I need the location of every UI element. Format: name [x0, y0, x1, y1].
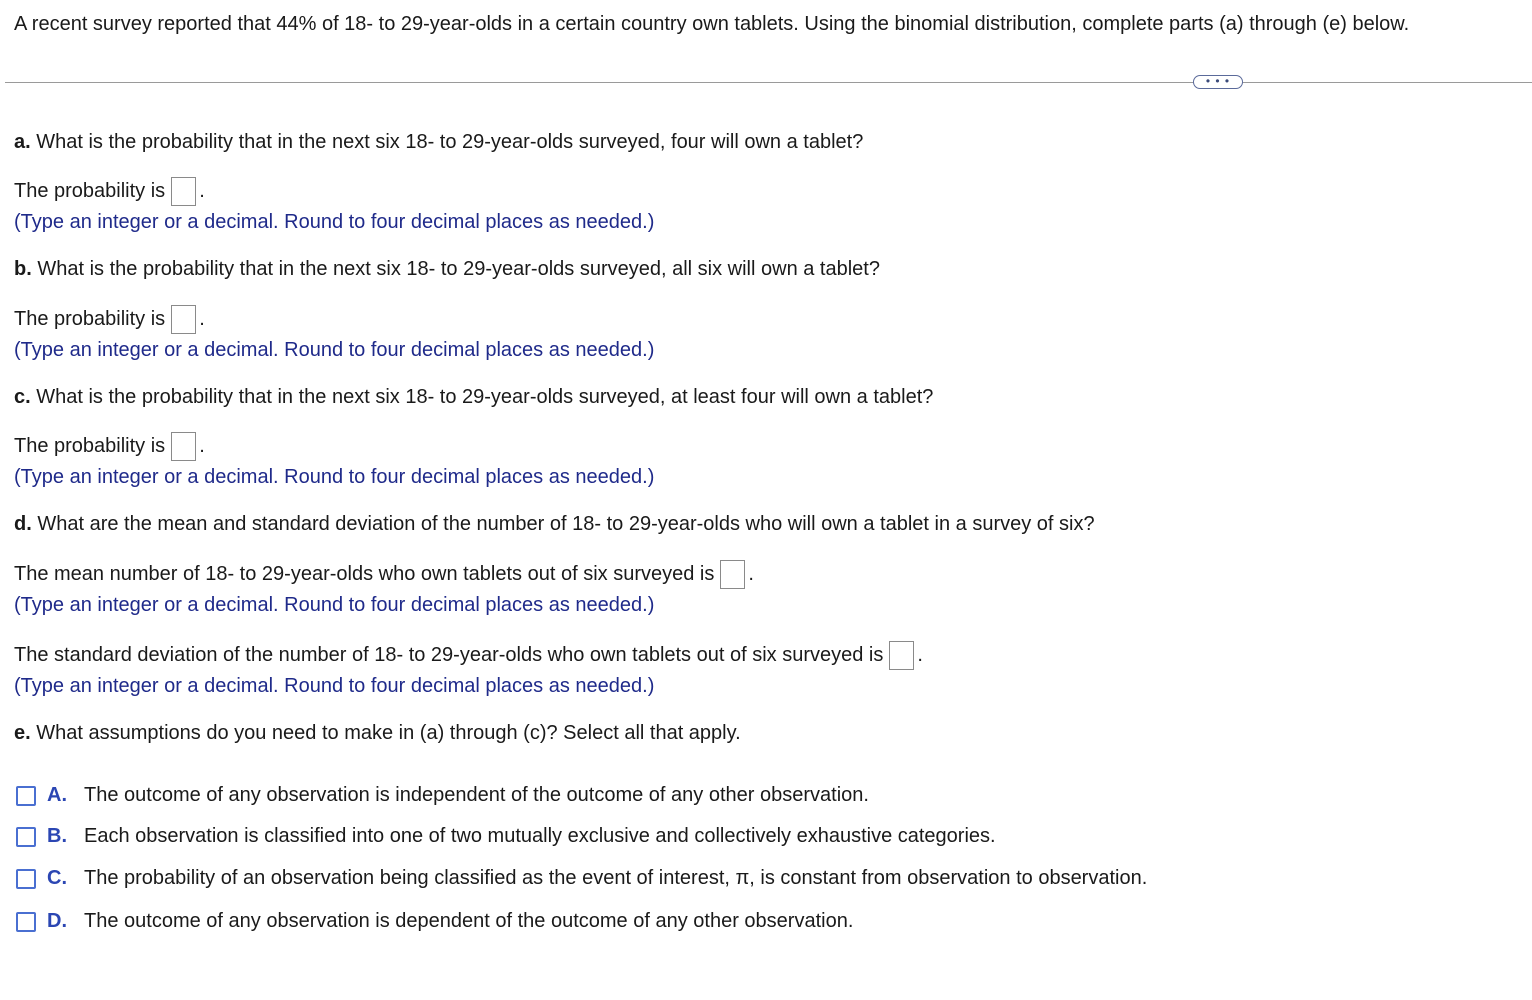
checkbox-a[interactable] — [16, 786, 36, 806]
answer-prompt: The mean number of 18- to 29-year-olds who own tablets out of six surveyed is — [14, 563, 715, 585]
question-text: What is the probability that in the next six 18- to 29-year-olds surveyed, all six will own a tablet? — [37, 258, 880, 280]
option-letter: C. — [47, 867, 67, 889]
hint-b: (Type an integer or a decimal. Round to four decimal places as needed.) — [14, 339, 655, 361]
question-text: What is the probability that in the next six 18- to 29-year-olds surveyed, at least four will own a tablet? — [36, 386, 934, 408]
answer-input-a[interactable] — [171, 177, 196, 206]
part-letter: b. — [14, 258, 32, 280]
part-letter: a. — [14, 131, 31, 153]
part-letter: e. — [14, 722, 31, 744]
divider — [5, 82, 1532, 83]
answer-input-d-mean[interactable] — [720, 560, 745, 589]
option-letter: A. — [47, 784, 67, 806]
answer-line-c — [14, 432, 205, 461]
option-letter: B. — [47, 825, 67, 847]
option-a[interactable] — [16, 784, 869, 807]
checkbox-b[interactable] — [16, 827, 36, 847]
more-options-button[interactable]: • • • — [1193, 75, 1243, 89]
option-text: The probability of an observation being classified as the event of interest, π, is constant from observation to observation. — [84, 867, 1148, 889]
part-letter: c. — [14, 386, 31, 408]
question-b — [14, 258, 880, 281]
hint-d-sd: (Type an integer or a decimal. Round to four decimal places as needed.) — [14, 675, 655, 697]
hint-d-mean: (Type an integer or a decimal. Round to four decimal places as needed.) — [14, 594, 655, 616]
answer-prompt: The standard deviation of the number of 18- to 29-year-olds who own tablets out of six surveyed is — [14, 644, 884, 666]
question-text: What assumptions do you need to make in (a) through (c)? Select all that apply. — [36, 722, 741, 744]
option-text: The outcome of any observation is independent of the outcome of any other observation. — [84, 784, 869, 806]
question-c — [14, 386, 933, 409]
answer-prompt: The probability is — [14, 308, 166, 330]
answer-line-d-mean — [14, 560, 754, 589]
problem-statement: A recent survey reported that 44% of 18- to 29-year-olds in a certain country own tablets. Using the binomial distribution, complete parts (a) through (e) below. — [14, 13, 1410, 35]
answer-line-b — [14, 305, 205, 334]
hint-c: (Type an integer or a decimal. Round to four decimal places as needed.) — [14, 466, 655, 488]
option-text: Each observation is classified into one of two mutually exclusive and collectively exhaustive categories. — [84, 825, 996, 847]
answer-input-d-sd[interactable] — [889, 641, 914, 670]
hint-a: (Type an integer or a decimal. Round to four decimal places as needed.) — [14, 211, 655, 233]
period: . — [199, 308, 205, 330]
answer-line-a — [14, 177, 205, 206]
answer-prompt: The probability is — [14, 435, 166, 457]
answer-line-d-sd — [14, 641, 923, 670]
option-b[interactable] — [16, 825, 996, 848]
period: . — [748, 563, 754, 585]
question-text: What is the probability that in the next six 18- to 29-year-olds surveyed, four will own a tablet? — [36, 131, 864, 153]
question-d — [14, 513, 1095, 536]
option-text: The outcome of any observation is dependent of the outcome of any other observation. — [84, 910, 854, 932]
option-letter: D. — [47, 910, 67, 932]
checkbox-d[interactable] — [16, 912, 36, 932]
checkbox-c[interactable] — [16, 869, 36, 889]
question-a — [14, 131, 863, 154]
option-c[interactable] — [16, 867, 1147, 890]
option-d[interactable] — [16, 910, 853, 933]
period: . — [199, 180, 205, 202]
answer-input-b[interactable] — [171, 305, 196, 334]
question-text: What are the mean and standard deviation of the number of 18- to 29-year-olds who will own a tablet in a survey of six? — [37, 513, 1095, 535]
answer-input-c[interactable] — [171, 432, 196, 461]
answer-prompt: The probability is — [14, 180, 166, 202]
question-e — [14, 722, 741, 745]
period: . — [917, 644, 923, 666]
part-letter: d. — [14, 513, 32, 535]
period: . — [199, 435, 205, 457]
